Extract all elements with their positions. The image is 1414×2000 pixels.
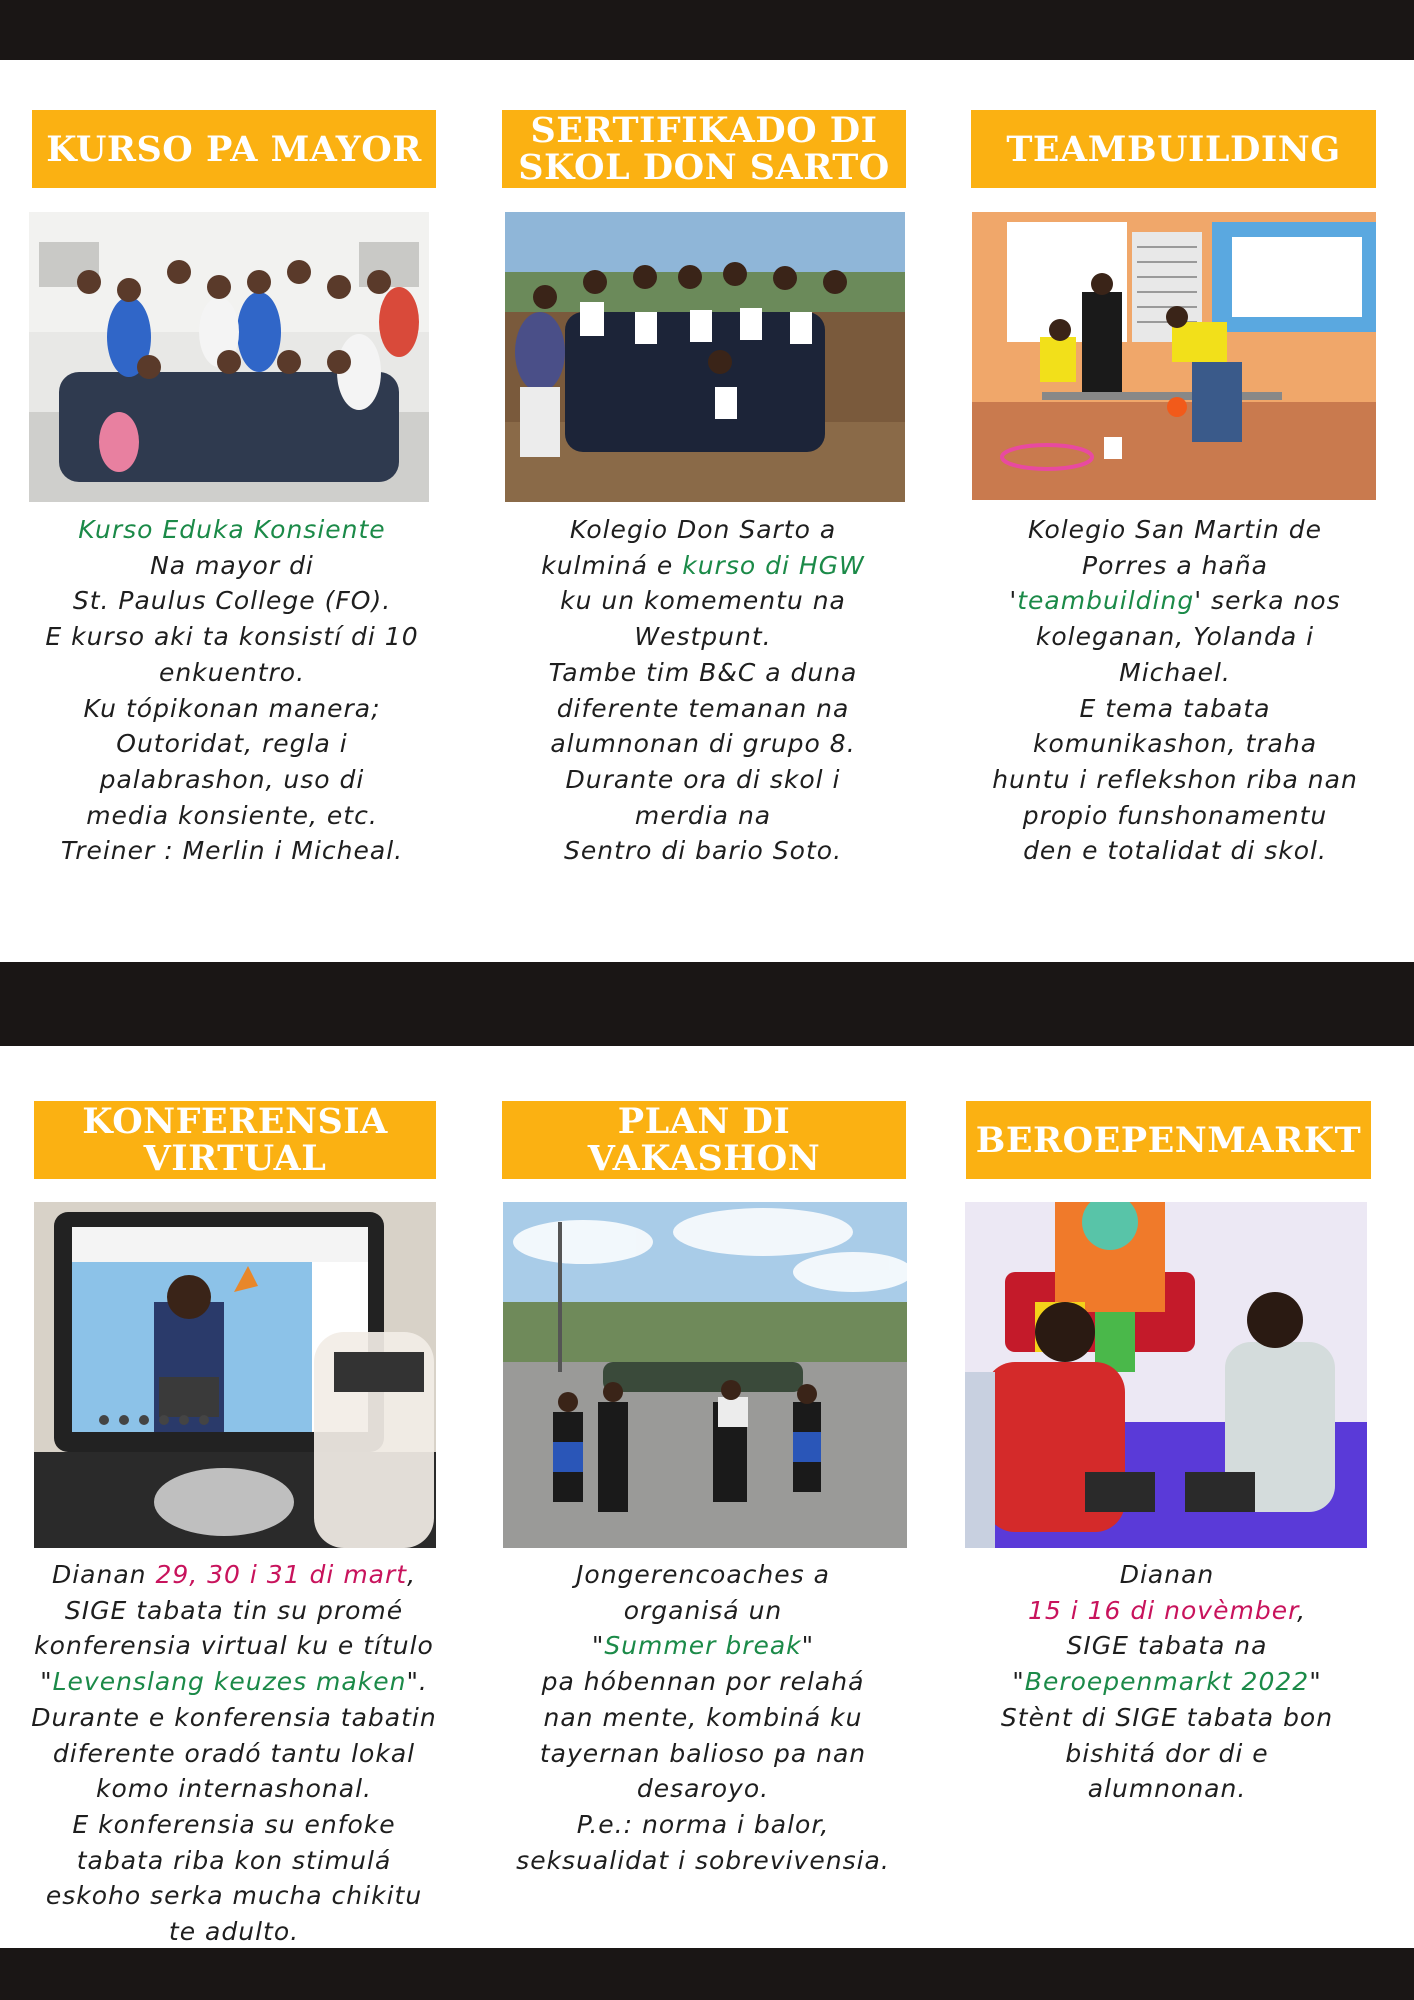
text-segment: Kolegio San Martin de (1027, 515, 1323, 544)
text-segment: enkuentro. (158, 657, 306, 687)
text-segment: " (801, 1631, 815, 1661)
text-line (964, 1557, 1370, 1593)
text-line (964, 1736, 1370, 1772)
text-segment: pa hóbennan por relahá (541, 1667, 865, 1697)
text-line (964, 1593, 1370, 1629)
text-segment: palabrashon, uso di (99, 764, 365, 794)
text-line (966, 548, 1384, 584)
bottom-band (0, 1948, 1414, 2000)
text-segment: nan mente, kombiná ku (543, 1702, 863, 1732)
text-segment: " (1309, 1667, 1322, 1697)
text-segment: komo internashonal. (95, 1774, 372, 1804)
text-segment: " (40, 1667, 53, 1697)
text-line (490, 1628, 916, 1664)
teambuilding-photo-icon (972, 212, 1376, 500)
text-segment: alumnonan di grupo 8. (550, 729, 856, 759)
section-header-konferensia-virtual: KONFERENSIA VIRTUAL (34, 1101, 436, 1179)
text-line (490, 1771, 916, 1807)
text-line (496, 726, 910, 762)
text-segment: , (1297, 1595, 1307, 1625)
text-line (20, 512, 444, 548)
text-line (10, 1807, 458, 1843)
text-line (490, 1664, 916, 1700)
text-segment: Tambe tim B&C a duna (548, 657, 858, 687)
section-text (10, 1557, 458, 1950)
highlight-text: teambuilding (1017, 586, 1195, 616)
text-line (10, 1771, 458, 1807)
text-segment: " (591, 1631, 605, 1661)
text-segment: P.e.: norma i balor, (576, 1809, 830, 1839)
text-segment: E kurso aki ta konsistí di 10 (45, 622, 419, 652)
text-line (20, 583, 444, 619)
text-segment: Outoridat, regla i (116, 729, 348, 759)
text-line (496, 619, 910, 655)
section-text (966, 512, 1384, 869)
text-line (10, 1878, 458, 1914)
text-line (496, 583, 910, 619)
laptop-conference-photo-icon (34, 1202, 436, 1548)
text-segment: Porres a haña (1082, 550, 1268, 580)
text-line (10, 1628, 458, 1664)
section-text (964, 1557, 1370, 1807)
text-line (964, 1628, 1370, 1664)
text-segment: Sentro di bario Soto. (563, 836, 843, 866)
text-segment: Westpunt. (634, 622, 772, 652)
text-line (10, 1736, 458, 1772)
text-line (20, 691, 444, 727)
text-segment: te adulto. (168, 1917, 300, 1947)
text-line (490, 1736, 916, 1772)
text-line (20, 619, 444, 655)
text-line (966, 798, 1384, 834)
text-line (964, 1700, 1370, 1736)
text-line (496, 833, 910, 869)
text-segment: den e totalidat di skol. (1023, 836, 1327, 866)
text-line (966, 512, 1384, 548)
text-line (496, 762, 910, 798)
text-segment: tayernan balioso pa nan (539, 1738, 867, 1768)
section-header-plan-di-vakashon: PLAN DI VAKASHON (502, 1101, 906, 1179)
text-segment: SIGE tabata na (1066, 1631, 1268, 1661)
text-segment: Durante e konferensia tabatin (31, 1702, 437, 1732)
text-segment: SIGE tabata tin su promé (64, 1595, 404, 1625)
section-text (490, 1557, 916, 1878)
text-segment: desaroyo. (636, 1774, 770, 1804)
text-line (20, 833, 444, 869)
text-segment: ku un komementu na (560, 586, 846, 616)
text-line (490, 1807, 916, 1843)
highlight-text: Summer break (604, 1631, 802, 1661)
text-line (496, 691, 910, 727)
text-segment: eskoho serka mucha chikitu (45, 1881, 423, 1911)
text-line (966, 726, 1384, 762)
text-segment: ' serka nos (1194, 586, 1341, 616)
text-line (10, 1843, 458, 1879)
text-line (966, 833, 1384, 869)
text-segment: Jongerencoaches a (576, 1560, 830, 1589)
text-line (966, 583, 1384, 619)
text-line (966, 691, 1384, 727)
section-text (496, 512, 910, 869)
text-segment: tabata riba kon stimulá (76, 1845, 392, 1875)
text-line (10, 1700, 458, 1736)
text-line (490, 1843, 916, 1879)
middle-band (0, 962, 1414, 1046)
text-line (490, 1593, 916, 1629)
text-segment: St. Paulus College (FO). (72, 586, 392, 616)
text-segment: ' (1009, 586, 1018, 616)
certificate-group-photo-icon (505, 212, 905, 502)
text-segment: Dianan (51, 1560, 156, 1589)
highlight-text: Kurso Eduka Konsiente (78, 515, 386, 544)
text-segment: E konferensia su enfoke (72, 1809, 396, 1839)
text-line (20, 798, 444, 834)
text-segment: media konsiente, etc. (86, 800, 378, 830)
text-segment: bishitá dor di e (1065, 1738, 1269, 1768)
text-segment: Durante ora di skol i (565, 764, 841, 794)
highlight-text: 15 i 16 di novèmber (1027, 1595, 1298, 1625)
text-segment: koleganan, Yolanda i (1035, 622, 1315, 652)
section-header-sertifikado: SERTIFIKADO DI SKOL DON SARTO (502, 110, 906, 188)
text-line (10, 1664, 458, 1700)
text-segment: seksualidat i sobrevivensia. (516, 1845, 890, 1875)
text-segment: " (1012, 1667, 1025, 1697)
text-segment: Ku tópikonan manera; (83, 693, 381, 723)
highlight-text: kurso di HGW (682, 550, 865, 580)
text-line (10, 1593, 458, 1629)
text-segment: Na mayor di (150, 550, 314, 580)
text-segment: E tema tabata (1079, 693, 1271, 723)
text-segment: organisá un (623, 1595, 783, 1625)
text-segment: Stènt di SIGE tabata bon (1000, 1702, 1334, 1732)
text-segment: , (407, 1560, 417, 1589)
text-line (966, 655, 1384, 691)
outdoor-group-photo-icon (503, 1202, 907, 1548)
text-segment: konferensia virtual ku e título (34, 1631, 434, 1661)
career-fair-photo-icon (965, 1202, 1367, 1548)
text-line (20, 726, 444, 762)
text-segment: ". (406, 1667, 428, 1697)
text-segment: kulminá e (541, 550, 683, 580)
highlight-text: Beroepenmarkt 2022 (1024, 1667, 1310, 1697)
text-segment: huntu i reflekshon riba nan (992, 764, 1358, 794)
text-line (490, 1557, 916, 1593)
text-segment: Treiner : Merlin i Micheal. (60, 836, 404, 866)
text-line (20, 762, 444, 798)
text-segment: Kolegio Don Sarto a (569, 515, 837, 544)
text-line (490, 1700, 916, 1736)
text-line (964, 1771, 1370, 1807)
text-line (20, 655, 444, 691)
group-photo-icon (29, 212, 429, 502)
highlight-text: 29, 30 i 31 di mart (155, 1560, 408, 1589)
text-line (10, 1557, 458, 1593)
text-line (496, 512, 910, 548)
text-line (496, 798, 910, 834)
section-text (20, 512, 444, 869)
text-segment: diferente temanan na (556, 693, 850, 723)
text-line (20, 548, 444, 584)
text-segment: komunikashon, traha (1032, 729, 1318, 759)
text-line (496, 655, 910, 691)
text-line (966, 762, 1384, 798)
text-segment: propio funshonamentu (1022, 800, 1328, 830)
text-line (964, 1664, 1370, 1700)
text-segment: merdia na (634, 800, 772, 830)
text-line (10, 1914, 458, 1950)
section-header-beroepenmarkt: BEROEPENMARKT (966, 1101, 1371, 1179)
text-segment: Michael. (1119, 657, 1231, 687)
top-band (0, 0, 1414, 60)
section-header-teambuilding: TEAMBUILDING (971, 110, 1376, 188)
text-line (496, 548, 910, 584)
text-segment: alumnonan. (1087, 1774, 1247, 1804)
section-header-kurso-pa-mayor: KURSO PA MAYOR (32, 110, 436, 188)
text-line (966, 619, 1384, 655)
text-segment: diferente oradó tantu lokal (52, 1738, 416, 1768)
highlight-text: Levenslang keuzes maken (52, 1667, 407, 1697)
text-segment: Dianan (1119, 1560, 1215, 1589)
